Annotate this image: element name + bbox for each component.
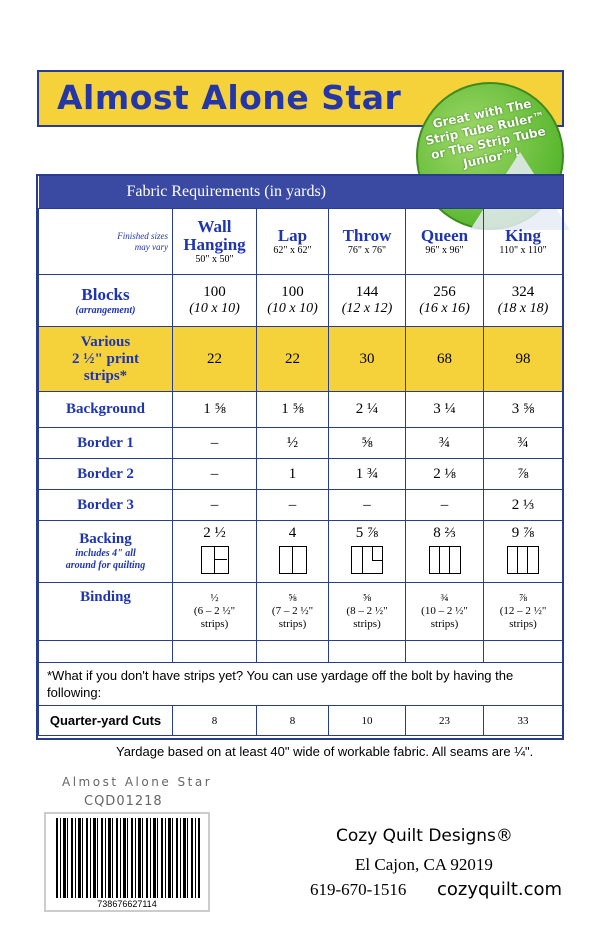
background-cell: 3 ¼ <box>406 392 484 428</box>
border3-label: Border 3 <box>39 490 173 521</box>
border2-cell: 1 <box>257 459 329 490</box>
footnote: Yardage based on at least 40" wide of workable fabric. All seams are ¼". <box>116 744 534 759</box>
binding-label: Binding <box>39 583 173 641</box>
quarter-yard-label: Quarter-yard Cuts <box>39 706 173 736</box>
binding-cell: ⅞ (12 – 2 ½" strips) <box>484 583 563 641</box>
quarter-yard-cell: 23 <box>406 706 484 736</box>
background-cell: 3 ⅝ <box>484 392 563 428</box>
quarter-yard-cell: 8 <box>257 706 329 736</box>
barcode-bars <box>56 818 200 898</box>
barcode-title: Almost Alone Star <box>62 775 213 789</box>
backing-cell: 4 <box>257 521 329 583</box>
size-wall-hanging: Wall Hanging 50" x 50" <box>173 209 257 275</box>
border1-cell: – <box>173 428 257 459</box>
border2-cell: – <box>173 459 257 490</box>
pattern-title: Almost Alone Star <box>57 78 402 117</box>
backing-label: Backing includes 4" all around for quilting <box>39 521 173 583</box>
quarter-yard-cell: 8 <box>173 706 257 736</box>
promo-text: Great with The Strip Tube Ruler™ or The Strip Tube Junior™! <box>424 96 547 171</box>
backing-cell: 9 ⅞ <box>484 521 563 583</box>
border3-cell: – <box>173 490 257 521</box>
size-queen: Queen 96" x 96" <box>406 209 484 275</box>
blocks-cell: 256 (16 x 16) <box>406 275 484 327</box>
background-cell: 1 ⅝ <box>257 392 329 428</box>
strips-cell: 68 <box>406 327 484 392</box>
company-phone: 619-670-1516 <box>310 880 407 899</box>
quarter-yard-cell: 10 <box>329 706 406 736</box>
strips-cell: 30 <box>329 327 406 392</box>
backing-layout-icon <box>279 546 307 574</box>
strips-label: Various 2 ½" print strips* <box>39 327 173 392</box>
barcode <box>44 812 210 912</box>
binding-cell: ⅝ (7 – 2 ½" strips) <box>257 583 329 641</box>
fabric-requirements-table <box>36 174 564 740</box>
size-lap: Lap 62" x 62" <box>257 209 329 275</box>
border1-cell: ½ <box>257 428 329 459</box>
border2-cell: 2 ⅛ <box>406 459 484 490</box>
binding-cell: ⅝ (8 – 2 ½" strips) <box>329 583 406 641</box>
border3-cell: – <box>257 490 329 521</box>
strips-cell: 98 <box>484 327 563 392</box>
backing-layout-icon <box>429 546 461 574</box>
blocks-cell: 100 (10 x 10) <box>173 275 257 327</box>
table-header: Fabric Requirements (in yards) <box>39 176 563 209</box>
background-cell: 1 ⅝ <box>173 392 257 428</box>
backing-cell: 8 ⅔ <box>406 521 484 583</box>
size-king: King 110" x 110" <box>484 209 563 275</box>
background-label: Background <box>39 392 173 428</box>
backing-layout-icon <box>201 546 229 574</box>
border3-cell: – <box>329 490 406 521</box>
border2-label: Border 2 <box>39 459 173 490</box>
barcode-number: 738676627114 <box>97 899 157 909</box>
backing-cell: 2 ½ <box>173 521 257 583</box>
blocks-cell: 324 (18 x 18) <box>484 275 563 327</box>
yardage-note: *What if you don't have strips yet? You can use yardage off the bolt by having the following: <box>39 663 563 706</box>
backing-layout-icon <box>351 546 383 574</box>
backing-cell: 5 ⅞ <box>329 521 406 583</box>
size-throw: Throw 76" x 76" <box>329 209 406 275</box>
border2-cell: ⅞ <box>484 459 563 490</box>
border2-cell: 1 ¾ <box>329 459 406 490</box>
size-note: Finished sizes may vary <box>39 209 173 275</box>
background-cell: 2 ¼ <box>329 392 406 428</box>
border1-label: Border 1 <box>39 428 173 459</box>
border1-cell: ¾ <box>406 428 484 459</box>
border1-cell: ⅝ <box>329 428 406 459</box>
binding-cell: ¾ (10 – 2 ½" strips) <box>406 583 484 641</box>
border3-cell: – <box>406 490 484 521</box>
company-website: cozyquilt.com <box>437 879 563 900</box>
border3-cell: 2 ⅓ <box>484 490 563 521</box>
binding-cell: ½ (6 – 2 ½" strips) <box>173 583 257 641</box>
blocks-cell: 144 (12 x 12) <box>329 275 406 327</box>
quarter-yard-cell: 33 <box>484 706 563 736</box>
border1-cell: ¾ <box>484 428 563 459</box>
product-code: CQD01218 <box>84 794 163 809</box>
blocks-cell: 100 (10 x 10) <box>257 275 329 327</box>
strips-cell: 22 <box>257 327 329 392</box>
backing-layout-icon <box>507 546 539 574</box>
strips-cell: 22 <box>173 327 257 392</box>
company-name: Cozy Quilt Designs® <box>336 826 513 846</box>
blocks-label: Blocks (arrangement) <box>39 275 173 327</box>
company-city: El Cajon, CA 92019 <box>355 855 493 874</box>
